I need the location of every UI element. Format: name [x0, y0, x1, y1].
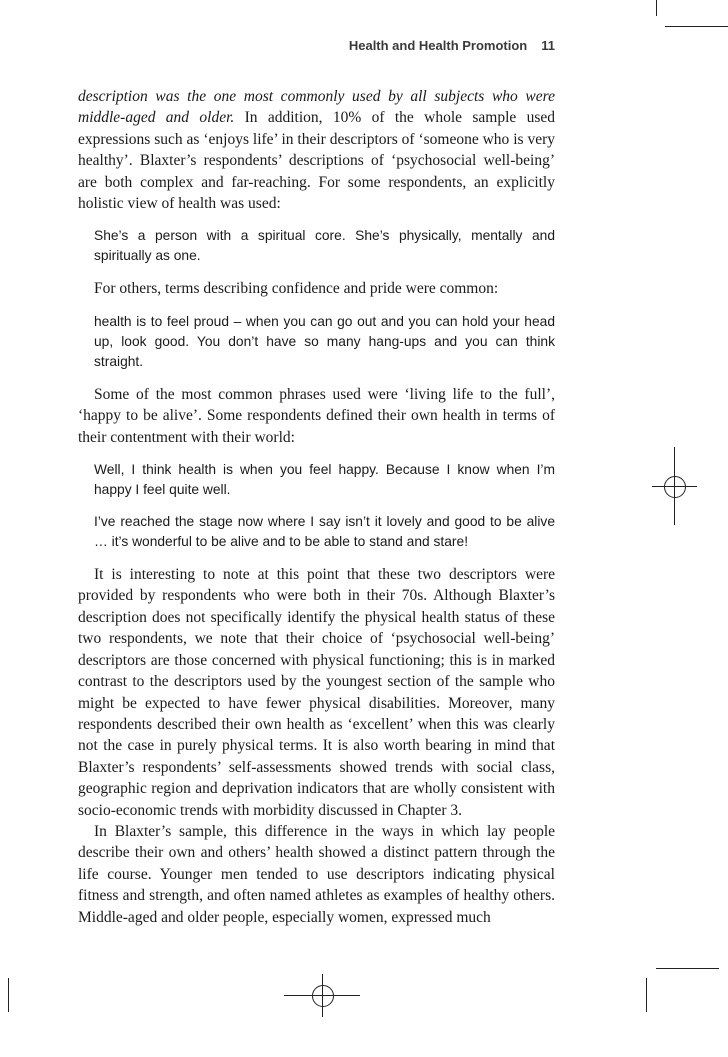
paragraph-1-italic: description was the one most commonly used by all subjects who were middle-aged and older. — [78, 88, 555, 127]
paragraph-5: In Blaxter’s sample, this difference in the ways in which lay people describe their own and others’ health showed a distinct pattern through the life course. Younger men tended to use descriptors indicating physical fitness and strength, and often named athletes as examples of healthy others. Middle-aged and older people, especially women, expressed much — [78, 822, 555, 926]
running-title: Health and Health Promotion — [348, 38, 528, 53]
body-text — [78, 86, 555, 928]
running-header — [78, 38, 555, 53]
crop-mark-top-right-vertical — [656, 0, 657, 16]
block-quote-1: She’s a person with a spiritual core. She’s physically, mentally and spiritually as one. — [94, 228, 555, 264]
crop-mark-bottom-right-vertical — [646, 978, 647, 1012]
paragraph-2: For others, terms describing confidence and pride were common: — [94, 280, 499, 298]
registration-mark-right-circle — [664, 476, 686, 498]
registration-mark-bottom-circle — [312, 985, 334, 1007]
paragraph-4: It is interesting to note at this point that these two descriptors were provided by respondents who were both in their 70s. Although Blaxter’s description does not specifically identify the physical health status of these two respondents, we note that their choice of ‘psychosocial well-being’ descriptors are those concerned with physical functioning; this is in marked contrast to the descriptors used by the youngest section of the sample who might be expected to have fewer physical disabilities. Moreover, many respondents described their own health as ‘excellent’ when this was clearly not the case in purely physical terms. It is also worth bearing in mind that Blaxter’s respondents’ self-assessments showed trends with social class, geographic region and deprivation indicators that are wholly consistent with socio-economic trends with morbidity discussed in Chapter 3. — [78, 566, 555, 819]
paragraph-3: Some of the most common phrases used were ‘living life to the full’, ‘happy to be alive’. Some respondents defined their own health in terms of their contentment with their world: — [78, 385, 555, 446]
page-number: 11 — [541, 38, 555, 53]
crop-mark-top-right-horizontal — [665, 26, 728, 27]
block-quote-3: Well, I think health is when you feel happy. Because I know when I’m happy I feel quite well. — [94, 462, 555, 498]
crop-mark-bottom-left-vertical — [8, 978, 9, 1012]
block-quote-4: I’ve reached the stage now where I say isn’t it lovely and good to be alive … it’s wonderful to be alive and to be able to stand and stare! — [94, 514, 555, 550]
crop-mark-bottom-right-horizontal — [656, 968, 719, 969]
block-quote-2: health is to feel proud – when you can go out and you can hold your head up, look good. You don’t have so many hang-ups and you can think straight. — [94, 313, 555, 369]
paragraph-1-rest: In addition, 10% of the whole sample used expressions such as ‘enjoys life’ in their descriptors of ‘someone who is very healthy’. Blaxter’s respondents’ descriptions of ‘psychosocial well-being’ are both complex and far-reaching. For some respondents, an explicitly holistic view of health was used: — [78, 109, 555, 213]
paragraph-1 — [78, 86, 555, 214]
